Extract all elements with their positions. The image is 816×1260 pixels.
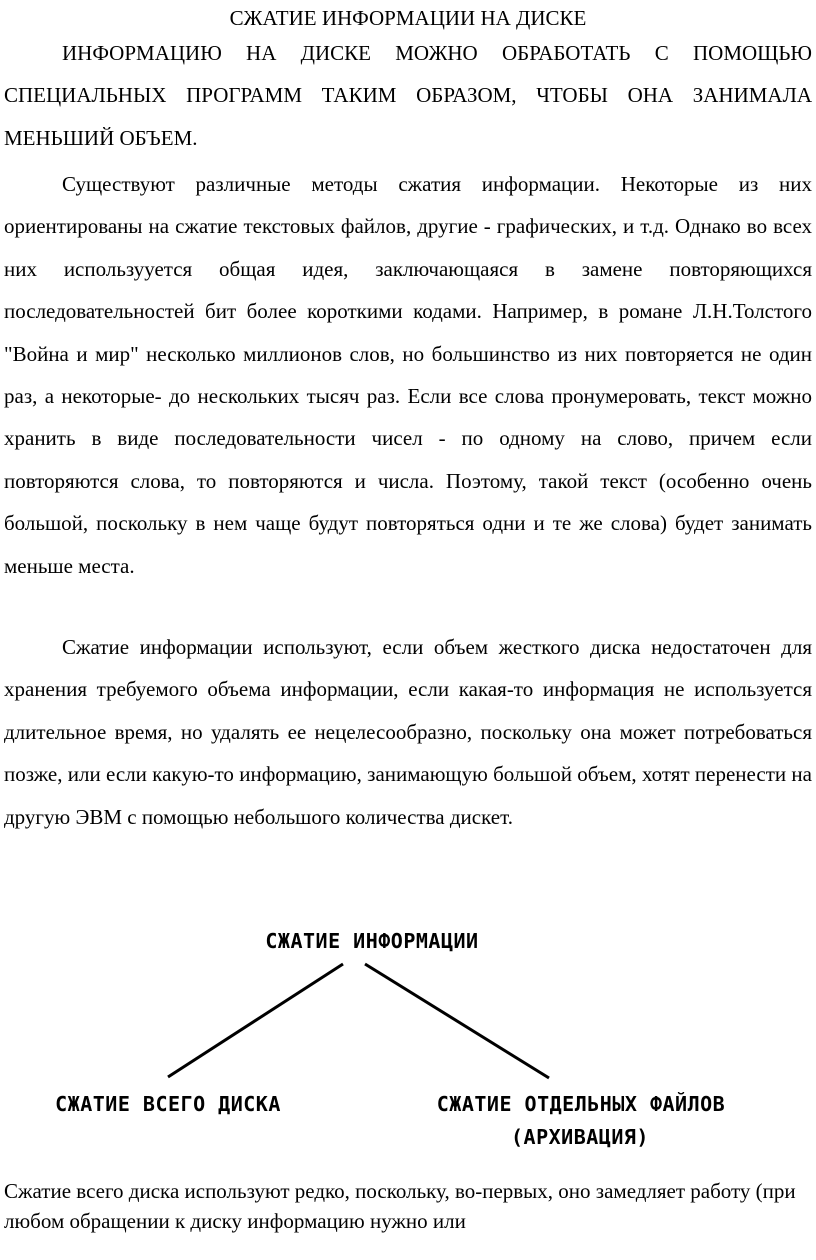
diagram-right-connector xyxy=(365,964,549,1078)
whole-disk-paragraph: Сжатие всего диска используют редко, поскольку, во-первых, оно замедляет работу (при любом обращении к диску информацию нужно или xyxy=(4,1179,796,1233)
diagram-left-label: СЖАТИЕ ВСЕГО ДИСКА xyxy=(55,1092,281,1116)
diagram-left-connector xyxy=(168,964,343,1077)
diagram-root-label: СЖАТИЕ ИНФОРМАЦИИ xyxy=(265,929,479,953)
usage-paragraph: Сжатие информации используют, если объем жесткого диска недостаточен для хранения требуемого объема информации, если какая-то информация не используется длительное время, но удалять ее нецелесообразно, поскольку она может потребоваться позже, или если какую-то информацию, занимающую большой объем, хотят перенести на другую ЭВМ с помощью небольшого количества дискет. xyxy=(4,635,812,829)
diagram-right-label: СЖАТИЕ ОТДЕЛЬНЫХ ФАЙЛОВ xyxy=(436,1092,726,1116)
compression-diagram xyxy=(0,915,816,1155)
diagram-right-sublabel: (АРХИВАЦИЯ) xyxy=(511,1125,649,1149)
intro-paragraph: ИНФОРМАЦИЮ НА ДИСКЕ МОЖНО ОБРАБОТАТЬ С ПОМОЩЬЮ СПЕЦИАЛЬНЫХ ПРОГРАММ ТАКИМ ОБРАЗОМ, ЧТОБЫ ОНА ЗАНИМАЛА МЕНЬШИЙ ОБЪЕМ. xyxy=(4,41,812,150)
document-title: СЖАТИЕ ИНФОРМАЦИИ НА ДИСКЕ xyxy=(229,6,587,30)
methods-paragraph: Существуют различные методы сжатия информации. Некоторые из них ориентированы на сжатие текстовых файлов, другие - графических, и т.д. Однако во всех них использууется общая идея, заключающаяся в замене повторяющихся последовательностей бит более короткими кодами. Например, в романе Л.Н.Толстого "Война и мир" несколько миллионов слов, но большинство из них повторяется не один раз, а некоторые- до нескольких тысяч раз. Если все слова пронумеровать, текст можно хранить в виде последовательности чисел - по одному на слово, причем если повторяются слова, то повторяются и числа. Поэтому, такой текст (особенно очень большой, поскольку в нем чаще будут повторяться одни и те же слова) будет занимать меньше места. xyxy=(4,172,812,578)
